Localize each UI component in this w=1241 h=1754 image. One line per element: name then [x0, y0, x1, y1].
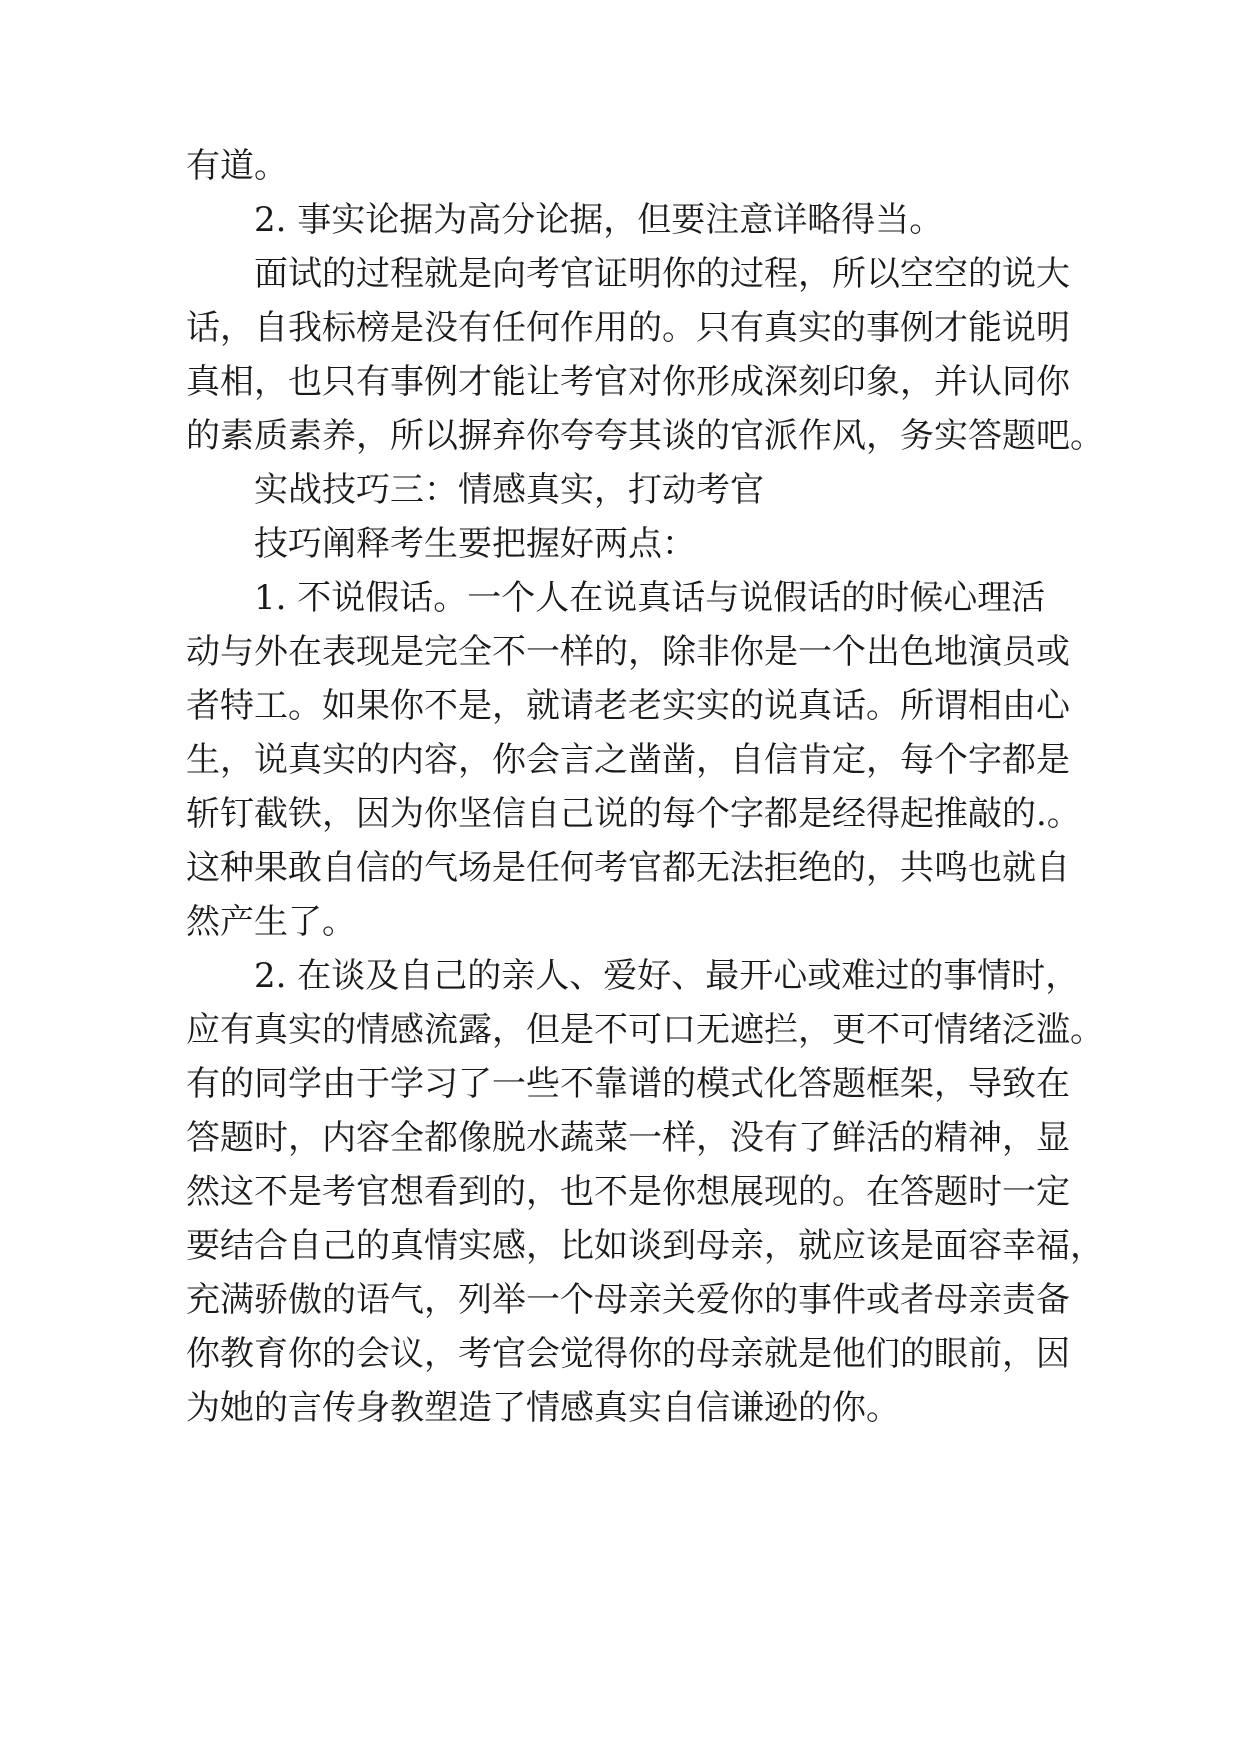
text-line: [0, 732, 1241, 788]
text-line: [0, 1002, 1241, 1058]
line-text: 技巧阐释考生要把握好两点：: [254, 524, 696, 564]
line-text: 然这不是考官想看到的，也不是你想展现的。在答题时一定: [186, 1172, 1070, 1212]
line-text: 应有真实的情感流露，但是不可口无遮拦，更不可情绪泛滥。: [186, 1010, 1104, 1050]
line-text: 者特工。如果你不是，就请老老实实的说真话。所谓相由心: [186, 686, 1070, 726]
line-text: 话，自我标榜是没有任何作用的。只有真实的事例才能说明: [186, 308, 1070, 348]
text-line: [0, 894, 1241, 950]
text-line: [0, 246, 1241, 302]
text-line: [0, 1164, 1241, 1220]
line-text: 有的同学由于学习了一些不靠谱的模式化答题框架，导致在: [186, 1064, 1070, 1104]
text-line: [0, 462, 1241, 518]
line-text: 有道。: [186, 146, 288, 186]
line-text: 你教育你的会议，考官会觉得你的母亲就是他们的眼前，因: [186, 1334, 1070, 1374]
text-line: [0, 624, 1241, 680]
text-line: [0, 678, 1241, 734]
line-text: 1. 不说假话。一个人在说真话与说假话的时候心理活: [254, 578, 1046, 618]
line-text: 为她的言传身教塑造了情感真实自信谦逊的你。: [186, 1388, 900, 1428]
line-text: 面试的过程就是向考官证明你的过程，所以空空的说大: [254, 254, 1070, 294]
line-text: 这种果敢自信的气场是任何考官都无法拒绝的，共鸣也就自: [186, 848, 1070, 888]
text-line: [0, 192, 1241, 248]
text-line: [0, 1326, 1241, 1382]
line-text: 生，说真实的内容，你会言之凿凿，自信肯定，每个字都是: [186, 740, 1070, 780]
text-line: [0, 1272, 1241, 1328]
line-text: 2. 在谈及自己的亲人、爱好、最开心或难过的事情时，: [254, 956, 1080, 996]
text-line: [0, 516, 1241, 572]
section-heading: 实战技巧三：情感真实，打动考官: [254, 470, 764, 510]
line-text: 要结合自己的真情实感，比如谈到母亲，就应该是面容幸福，: [186, 1226, 1104, 1266]
text-line: [0, 1110, 1241, 1166]
line-text: 真相，也只有事例才能让考官对你形成深刻印象，并认同你: [186, 362, 1070, 402]
line-text: 斩钉截铁，因为你坚信自己说的每个字都是经得起推敲的.。: [186, 794, 1081, 834]
line-text: 的素质素养，所以摒弃你夸夸其谈的官派作风，务实答题吧。: [186, 416, 1104, 456]
text-line: [0, 1380, 1241, 1436]
text-line: [0, 354, 1241, 410]
text-line: [0, 840, 1241, 896]
line-text: 答题时，内容全都像脱水蔬菜一样，没有了鲜活的精神，显: [186, 1118, 1070, 1158]
line-text: 充满骄傲的语气，列举一个母亲关爱你的事件或者母亲责备: [186, 1280, 1070, 1320]
text-line: [0, 300, 1241, 356]
text-line: [0, 948, 1241, 1004]
text-line: [0, 786, 1241, 842]
text-line: [0, 1056, 1241, 1112]
line-text: 然产生了。: [186, 902, 356, 942]
text-line: [0, 570, 1241, 626]
text-line: [0, 1218, 1241, 1274]
line-text: 2. 事实论据为高分论据，但要注意详略得当。: [254, 200, 944, 240]
text-line: [0, 138, 1241, 194]
text-line: [0, 408, 1241, 464]
line-text: 动与外在表现是完全不一样的，除非你是一个出色地演员或: [186, 632, 1070, 672]
